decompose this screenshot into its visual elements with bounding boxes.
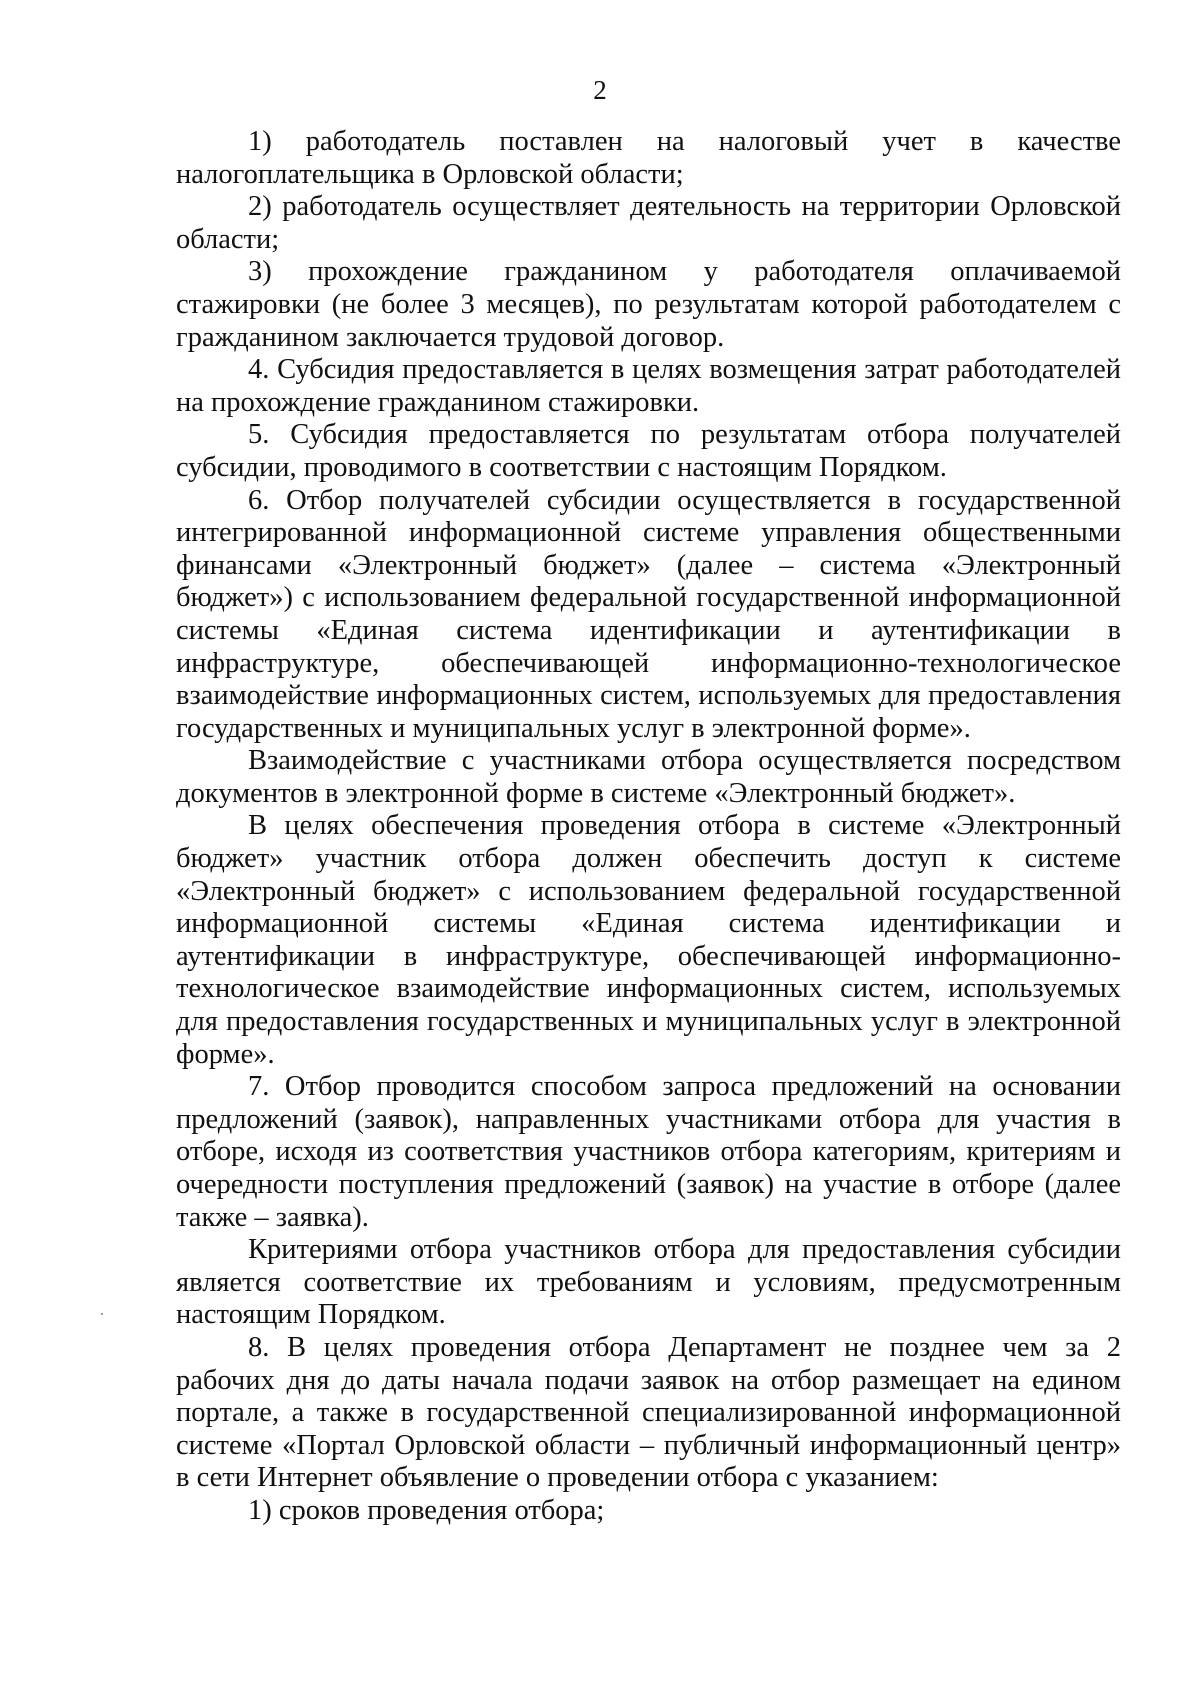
document-body: [176, 126, 1121, 1528]
paragraph-subitem-1: 1) сроков проведения отбора;: [248, 1494, 605, 1526]
paragraph-selection-criteria: Критериями отбора участников отбора для предоставления субсидии является соответствие их требованиям и условиям, предусмотренным настоящим Порядком.: [176, 1234, 1121, 1331]
paragraph-item-5: 5. Субсидия предоставляется по результатам отбора получателей субсидии, проводимого в соответствии с настоящим Порядком.: [176, 419, 1121, 483]
scan-dot: [101, 1313, 103, 1315]
paragraph-item-4: 4. Субсидия предоставляется в целях возмещения затрат работодателей на прохождение гражданином стажировки.: [176, 354, 1121, 418]
paragraph-item-8: 8. В целях проведения отбора Департамент не позднее чем за 2 рабочих дня до даты начала подачи заявок на отбор размещает на едином портале, а также в государственной специализированной информационной системе «Портал Орловской области – публичный информационный центр» в сети Интернет объявление о проведении отбора с указанием:: [176, 1331, 1121, 1494]
paragraph-condition-tax-registration: 1) работодатель поставлен на налоговый учет в качестве налогоплательщика в Орловской области;: [176, 126, 1121, 190]
paragraph-item-7: 7. Отбор проводится способом запроса предложений на основании предложений (заявок), направленных участниками отбора для участия в отборе, исходя из соответствия участников отбора категориям, критериям и очередности поступления предложений (заявок) на участие в отборе (далее также – заявка).: [176, 1071, 1121, 1233]
paragraph-interaction: Взаимодействие с участниками отбора осуществляется посредством документов в электронной форме в системе «Электронный бюджет».: [176, 745, 1121, 809]
paragraph-item-6: 6. Отбор получателей субсидии осуществляется в государственной интегрированной информационной системе управления общественными финансами «Электронный бюджет» (далее – система «Электронный бюджет») с использованием федеральной государственной информационной системы «Единая система идентификации и аутентификации в инфраструктуре, обеспечивающей информационно-технологическое взаимодействие информационных систем, используемых для предоставления государственных и муниципальных услуг в электронной форме».: [176, 484, 1121, 744]
paragraph-condition-internship: 3) прохождение гражданином у работодателя оплачиваемой стажировки (не более 3 месяцев), по результатам которой работодателем с гражданином заключается трудовой договор.: [176, 256, 1121, 353]
page-number: 2: [593, 75, 607, 105]
paragraph-access-requirement: В целях обеспечения проведения отбора в системе «Электронный бюджет» участник отбора должен обеспечить доступ к системе «Электронный бюджет» с использованием федеральной государственной информационной системы «Единая система идентификации и аутентификации в инфраструктуре, обеспечивающей информационно-технологическое взаимодействие информационных систем, используемых для предоставления государственных и муниципальных услуг в электронной форме».: [176, 810, 1121, 1070]
paragraph-condition-activity-territory: 2) работодатель осуществляет деятельность на территории Орловской области;: [176, 191, 1121, 255]
